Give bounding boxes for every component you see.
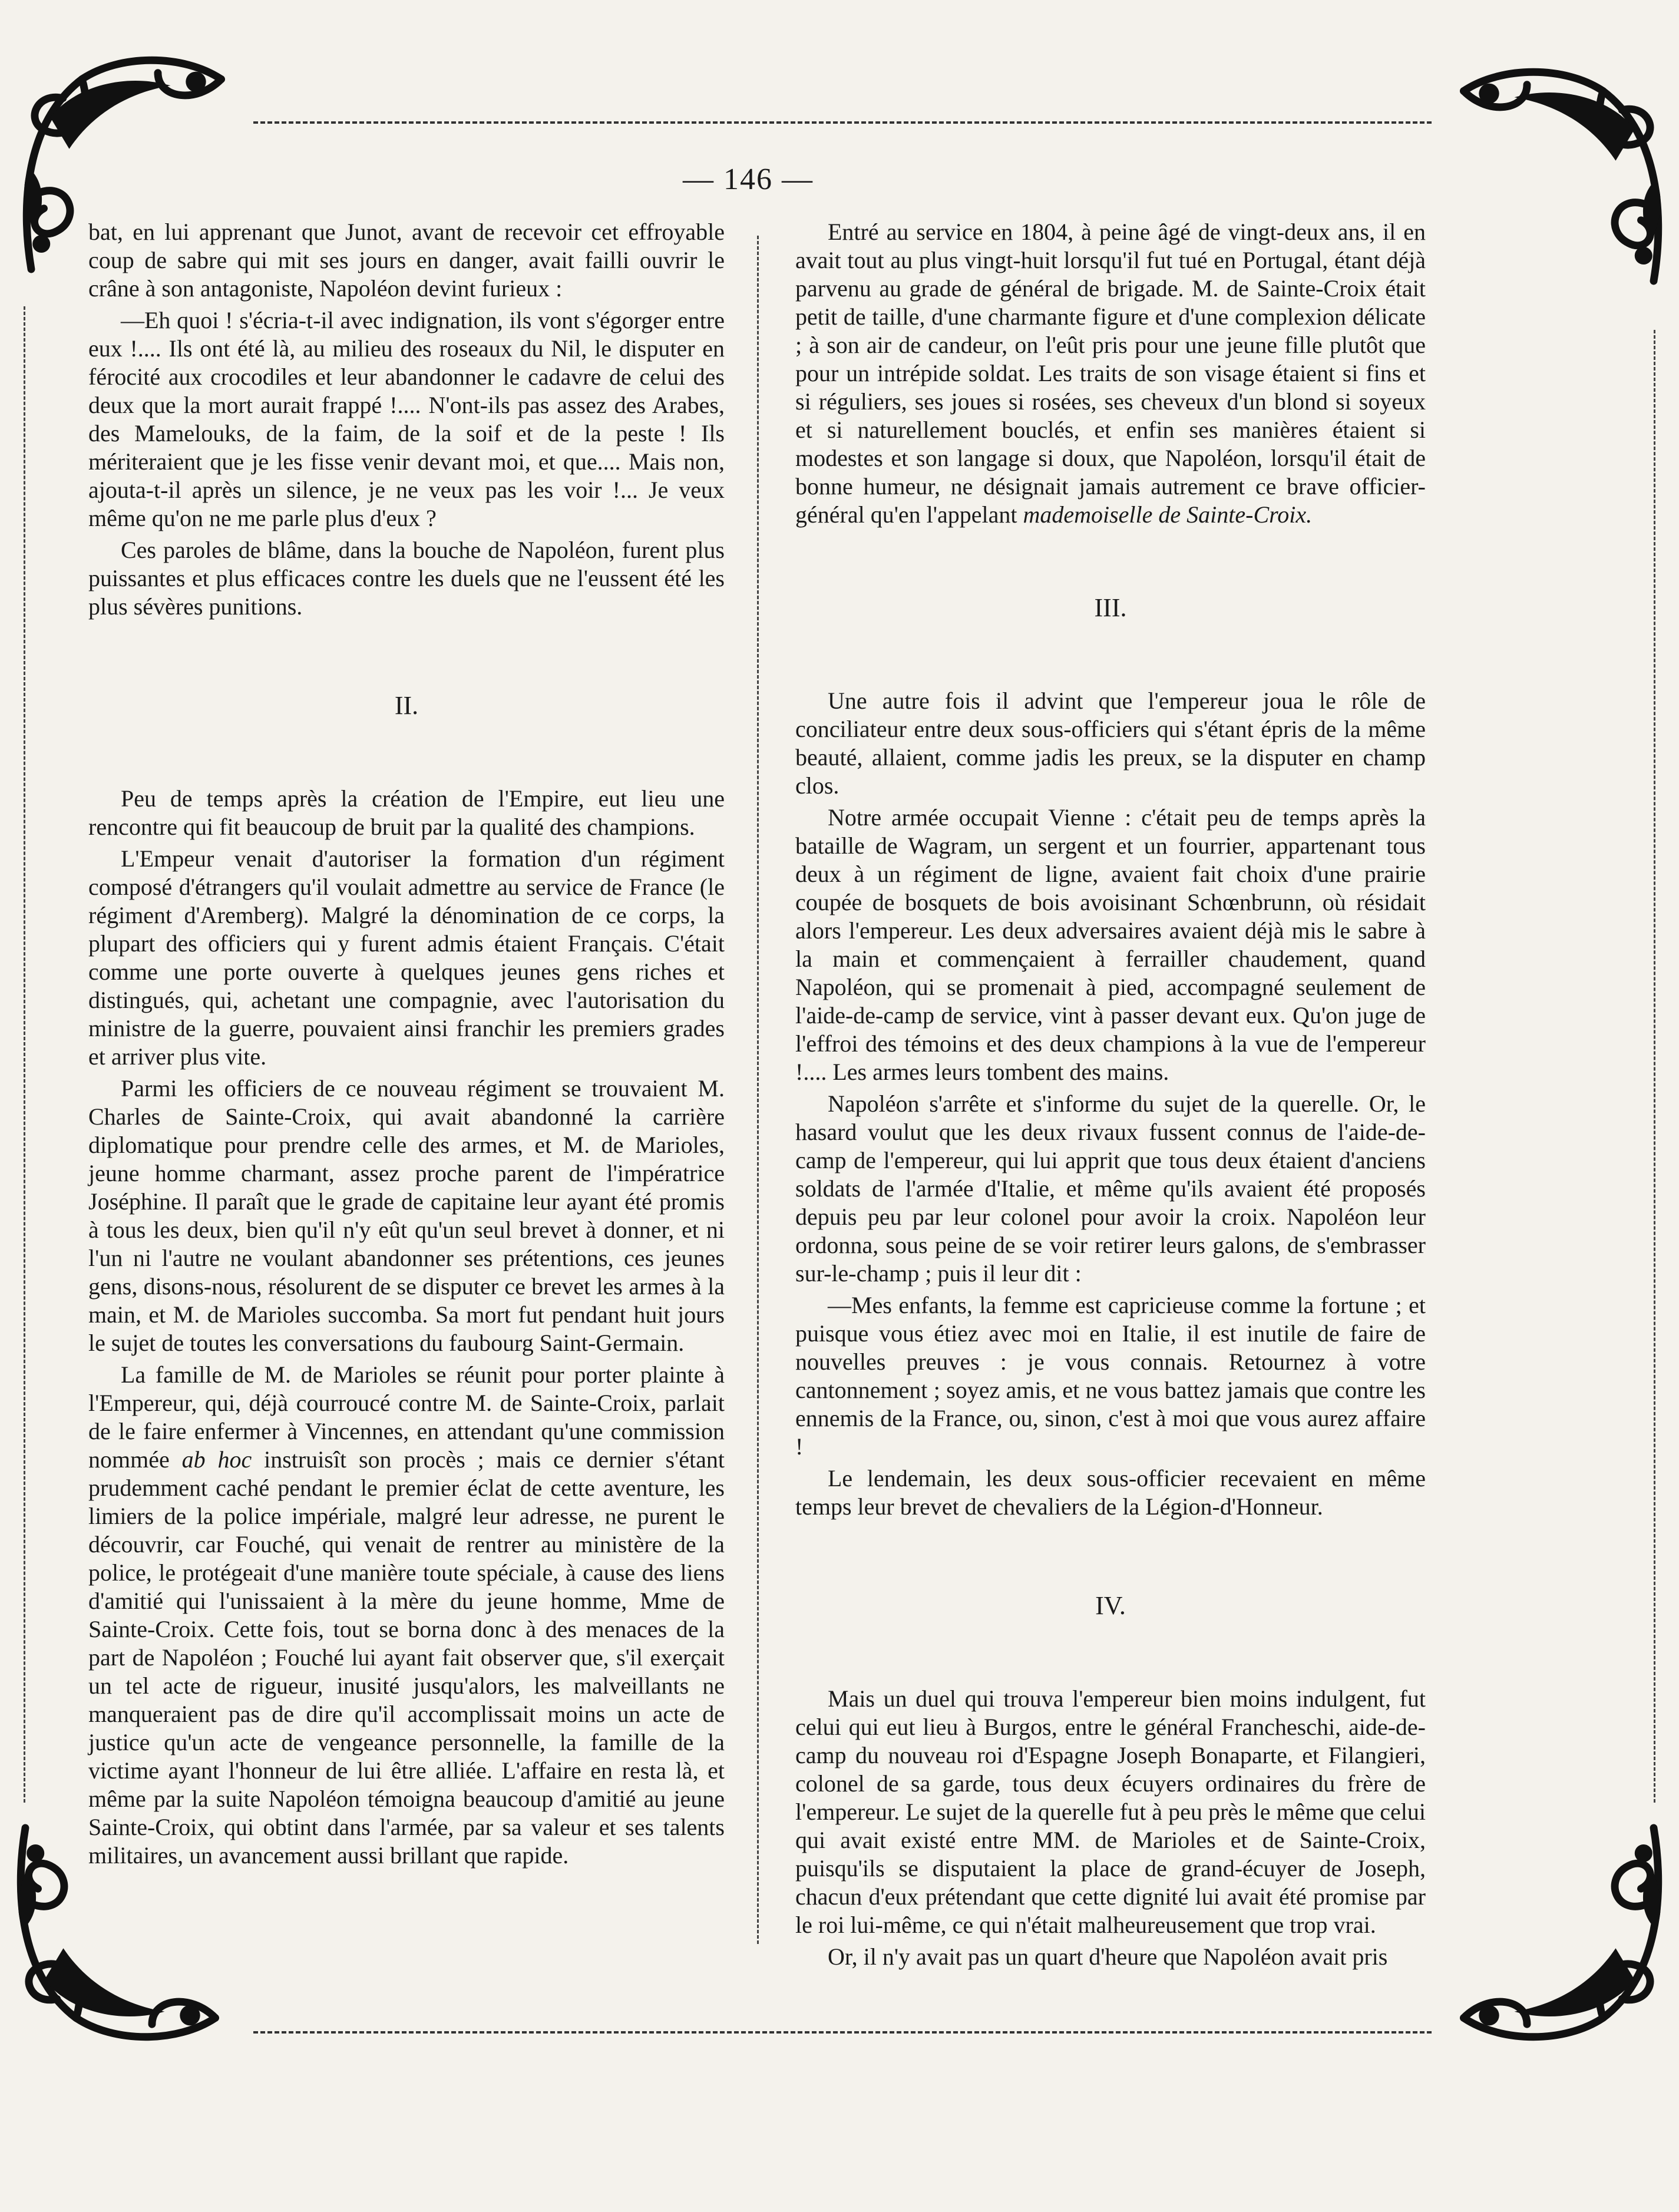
paragraph-text: La famille de M. de Marioles se réunit pour porter plainte à l'Empereur, qui, déjà courroucé contre M. de Sainte-Croix, parlait de le faire enfermer à Vincennes, en attendant qu'une commission nommée — [88, 1361, 725, 1473]
paragraph: Peu de temps après la création de l'Empire, eut lieu une rencontre qui fit beaucoup de bruit par la qualité des champions. — [88, 785, 725, 840]
paragraph-text: instruisît son procès ; mais ce dernier s'étant prudemment caché pendant le premier éclat de cette aventure, les limiers de la police impériale, malgré leur adresse, ne purent le découvrir, car Fouché, qui venait de rentrer au ministère de la police, le protégeait d'une manière toute spéciale, à cause des liens d'amitié qui l'unissaient à la mère du jeune homme, Mme de Sainte-Croix. Cette fois, tout se borna donc à des menaces de la part de Napoléon ; Fouché lui ayant fait observer que, s'il exerçait un tel acte de rigueur, inusité jusqu'alors, les malveillants ne manqueraient pas de dire qu'il accomplissait moins un acte de justice qu'un acte de vengeance personnelle, la famille de la victime ayant l'honneur de lui être alliée. L'affaire en resta là, et même par la suite Napoléon témoigna beaucoup d'amitié au jeune Sainte-Croix, qui obtint dans l'armée, par sa valeur et ses talents militaires, un avancement aussi brillant que rapide. — [88, 1446, 725, 1869]
paragraph: Une autre fois il advint que l'empereur joua le rôle de conciliateur entre deux sous-officiers qui s'étant épris de la même beauté, allaient, comme jadis les preux, se la disputer en champ clos. — [795, 687, 1426, 799]
paragraph: —Mes enfants, la femme est capricieuse comme la fortune ; et puisque vous étiez avec moi en Italie, il est inutile de faire de nouvelles preuves : je vous connais. Retournez à votre cantonnement ; soyez amis, et ne vous battez jamais que contre les ennemis de la France, ou, sinon, c'est à moi que vous aurez affaire ! — [795, 1292, 1426, 1460]
corner-ornament-bottom-right — [1426, 1803, 1679, 2056]
paragraph: —Eh quoi ! s'écria-t-il avec indignation, ils vont s'égorger entre eux !.... Ils ont été là, au milieu des roseaux du Nil, le disputer en férocité aux crocodiles et leur abandonner le cadavre de celui des deux que la mort aurait frappé !.... N'ont-ils pas assez des Arabes, des Mamelouks, de la faim, de la soif et de la peste ! Ils mériteraient que je les fisse venir devant moi, et que.... Mais non, ajouta-t-il après un silence, je ne veux pas les voir !... Je veux même qu'on ne me parle plus d'eux ? — [88, 307, 725, 531]
top-border-rule — [253, 121, 1432, 124]
italic-text: ab hoc — [181, 1446, 252, 1473]
section-heading-ii: II. — [394, 691, 419, 720]
paragraph: Parmi les officiers de ce nouveau régiment se trouvaient M. Charles de Sainte-Croix, qui avait abandonné la carrière diplomatique pour prendre celle des armes, et M. de Marioles, jeune homme charmant, assez proche parent de l'impératrice Joséphine. Il paraît que le grade de capitaine leur ayant été promis à tous les deux, bien qu'il n'y eût qu'un seul brevet à donner, et ni l'un ni l'autre ne voulant abandonner ses prétentions, ces jeunes gens, disons-nous, résolurent de se disputer ce brevet les armes à la main, et M. de Marioles succomba. Sa mort fut pendant huit jours le sujet de toutes les conversations du faubourg Saint-Germain. — [88, 1075, 725, 1356]
paragraph-text: Entré au service en 1804, à peine âgé de vingt-deux ans, il en avait tout au plus vingt-huit lorsqu'il fut tué en Portugal, étant déjà parvenu au grade de général de brigade. M. de Sainte-Croix était petit de taille, d'une charmante figure et d'une complexion délicate ; à son air de candeur, on l'eût pris pour une jeune fille plutôt que pour un intrépide soldat. Les traits de son visage étaient si fins et si réguliers, ses joues si rosées, ses cheveux d'un blond si soyeux et si naturellement bouclés, et enfin ses manières étaient si modestes et son langage si doux, que Napoléon, lorsqu'il était de bonne humeur, ne désignait jamais autrement ce brave officier-général qu'en l'appelant — [795, 219, 1426, 528]
paragraph: Notre armée occupait Vienne : c'était peu de temps après la bataille de Wagram, un sergent et un fourrier, appartenant tous deux à un régiment de ligne, avaient fait choix d'une prairie coupée de bosquets de bois avoisinant Schœnbrunn, où résidait alors l'empereur. Les deux adversaires avaient déjà mis le sabre à la main et commençaient à ferrailler chaudement, quand Napoléon, qui se promenait à pied, accompagné seulement de l'aide-de-camp de service, vint à passer devant eux. Qu'on juge de l'effroi des témoins et des deux champions à la vue de l'empereur !.... Les armes leurs tombent des mains. — [795, 804, 1426, 1085]
paragraph: Ces paroles de blâme, dans la bouche de Napoléon, furent plus puissantes et plus efficaces contre les duels que ne l'eussent été les plus sévères punitions. — [88, 537, 725, 620]
right-border-rule — [1654, 330, 1655, 1803]
left-border-rule — [24, 306, 25, 1803]
corner-ornament-top-right — [1426, 53, 1679, 306]
paragraph — [795, 218, 1426, 529]
paragraph: L'Empeur venait d'autoriser la formation d'un régiment composé d'étrangers qu'il voulait admettre au service de France (le régiment d'Aremberg). Malgré la dénomination de ce corps, la plupart des officiers qui y furent admis étaient Français. C'était comme une porte ouverte à quelques jeunes gens riches et distingués, qui, achetant une compagnie, avec l'autorisation du ministre de la guerre, pouvaient ainsi franchir les premiers grades et arriver plus vite. — [88, 845, 725, 1070]
column-divider — [757, 236, 759, 1944]
section-heading-iv: IV. — [1095, 1591, 1126, 1620]
bottom-border-rule — [253, 2031, 1432, 2034]
italic-text: mademoiselle de Sainte-Croix. — [1023, 501, 1313, 528]
section-heading-iii: III. — [1094, 593, 1127, 622]
right-column — [795, 218, 1426, 1975]
scroll-ornament-icon — [1426, 53, 1679, 306]
paragraph: bat, en lui apprenant que Junot, avant de recevoir cet effroyable coup de sabre qui mit ses jours en danger, avait failli ouvrir le crâne à son antagoniste, Napoléon devint furieux : — [88, 219, 725, 302]
paragraph — [88, 1361, 725, 1870]
paragraph: Or, il n'y avait pas un quart d'heure que Napoléon avait pris — [828, 1943, 1388, 1970]
paragraph: Mais un duel qui trouva l'empereur bien moins indulgent, fut celui qui eut lieu à Burgos, entre le général Francheschi, aide-de-camp du nouveau roi d'Espagne Joseph Bonaparte, et Filangieri, colonel de sa garde, tous deux écuyers ordinaires du frère de l'empereur. Le sujet de la querelle fut à peu près le même que celui qui avait existé entre MM. de Marioles et de Sainte-Croix, puisqu'ils se disputaient la place de grand-écuyer de Joseph, chacun d'eux prétendant que cette dignité lui avait été promise par le roi lui-même, ce qui n'était malheureusement que trop vrai. — [795, 1685, 1426, 1938]
left-column — [88, 218, 725, 1873]
paragraph: Le lendemain, les deux sous-officier recevaient en même temps leur brevet de chevaliers de la Légion-d'Honneur. — [795, 1465, 1426, 1520]
paragraph: Napoléon s'arrête et s'informe du sujet de la querelle. Or, le hasard voulut que les deux rivaux fussent connus de l'aide-de-camp de l'empereur, qui lui apprit que tous deux étaient d'anciens soldats de l'armée d'Italie, et même qu'ils avaient été proposés depuis peu par leur colonel pour avoir la croix. Napoléon leur ordonna, sous peine de se voir retirer leurs galons, de s'embrasser sur-le-champ ; puis il leur dit : — [795, 1090, 1426, 1287]
scroll-ornament-icon — [1426, 1803, 1679, 2056]
page-number: — 146 — — [683, 163, 814, 196]
